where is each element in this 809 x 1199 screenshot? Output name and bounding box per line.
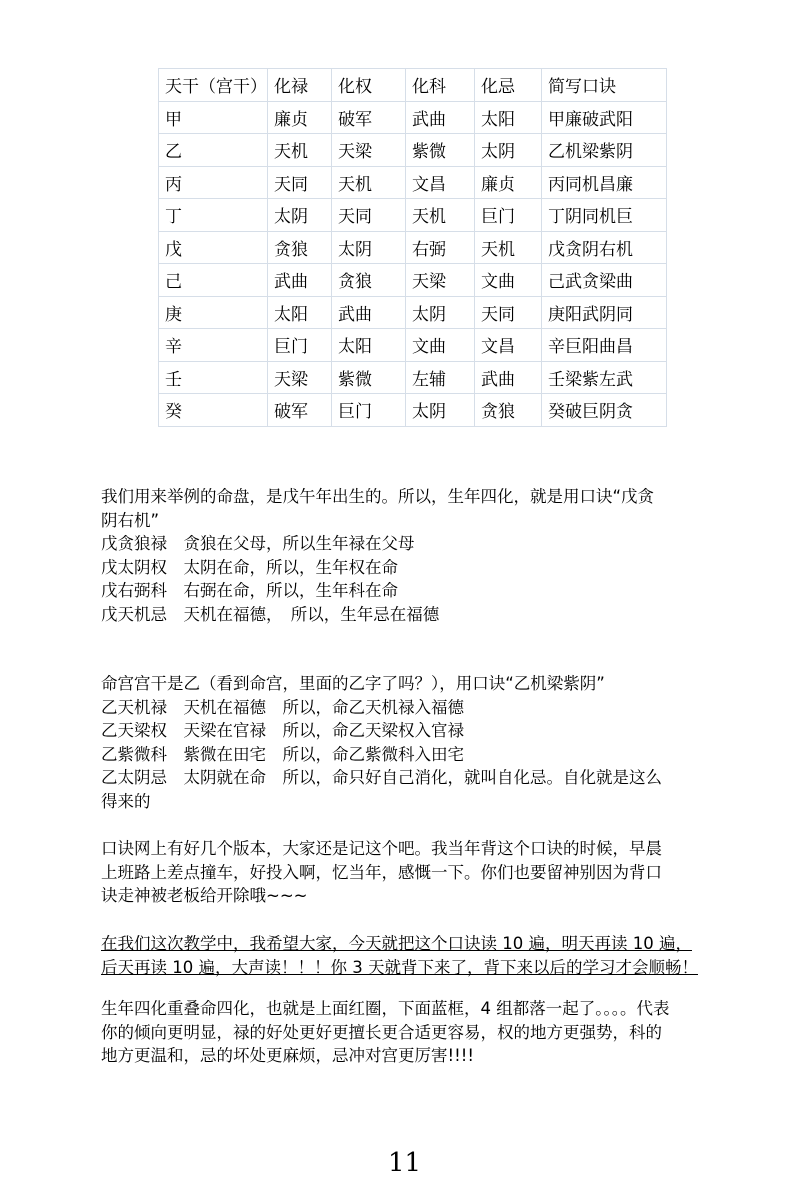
paragraph-line: 诀走神被老板给开除哦~~~ [101,886,308,905]
table-cell: 乙机梁紫阴 [542,134,667,167]
table-cell: 太阳 [332,329,406,362]
paragraph-line: 生年四化重叠命四化，也就是上面红圈，下面蓝框，4 组都落一起了。。。。代表 [101,999,670,1018]
table-cell: 甲 [159,101,268,134]
table-cell: 天机 [268,134,332,167]
paragraph-line: 戊天机忌 天机在福德， 所以，生年忌在福德 [101,604,440,624]
sihua-table [158,68,667,427]
table-cell: 太阴 [406,394,475,427]
table-cell: 壬梁紫左武 [542,361,667,394]
table-cell: 天同 [268,166,332,199]
paragraph-line: 后天再读 10 遍，大声读！！！你 3 天就背下来了，背下来以后的学习才会顺畅！ [101,957,698,977]
table-cell: 武曲 [268,264,332,297]
table-cell: 癸破巨阴贪 [542,394,667,427]
table-cell: 武曲 [332,296,406,329]
paragraph-line: 上班路上差点撞车，好投入啊，忆当年，感慨一下。你们也要留神别因为背口 [101,862,662,882]
table-cell: 紫微 [406,134,475,167]
table-row [159,361,667,394]
table-cell: 巨门 [332,394,406,427]
table-cell: 丙同机昌廉 [542,166,667,199]
birth-year-sihua-section [101,485,711,626]
table-cell: 文曲 [406,329,475,362]
table-cell: 左辅 [406,361,475,394]
header-cell: 化禄 [268,69,332,102]
paragraph-line: 戊右弼科 右弼在命，所以，生年科在命 [101,581,398,600]
study-instruction-section [101,932,711,979]
paragraph-line: 乙天机禄 天机在福德 所以，命乙天机禄入福德 [101,697,464,717]
table-cell: 庚 [159,296,268,329]
table-cell: 太阳 [268,296,332,329]
paragraph-line: 口诀网上有好几个版本，大家还是记这个吧。我当年背这个口诀的时候，早晨 [101,839,662,858]
paragraph-line: 戊太阴权 太阴在命，所以，生年权在命 [101,557,398,577]
header-cell: 简写口诀 [542,69,667,102]
table-cell: 天梁 [406,264,475,297]
header-cell: 化科 [406,69,475,102]
paragraph-line: 乙太阴忌 太阴就在命 所以，命只好自己消化，就叫自化忌。自化就是这么 [101,768,662,787]
table-cell: 辛 [159,329,268,362]
table-cell: 廉贞 [475,166,542,199]
table-cell: 太阴 [475,134,542,167]
page-number: 11 [387,1148,422,1178]
paragraph-line: 阴右机” [101,510,160,530]
table-row [159,394,667,427]
table-cell: 己 [159,264,268,297]
paragraph-line: 你的倾向更明显，禄的好处更好更擅长更合适更容易，权的地方更强势，科的 [101,1022,662,1042]
table-cell: 巨门 [475,199,542,232]
table-cell: 紫微 [332,361,406,394]
table-row [159,264,667,297]
table-row [159,101,667,134]
table-cell: 天梁 [332,134,406,167]
table-row [159,296,667,329]
paragraph-line: 戊贪狼禄 贪狼在父母，所以生年禄在父母 [101,534,415,553]
table-cell: 破军 [268,394,332,427]
table-cell: 文曲 [475,264,542,297]
paragraph-line: 乙天梁权 天梁在官禄 所以，命乙天梁权入官禄 [101,721,464,740]
table-cell: 丁 [159,199,268,232]
table-cell: 武曲 [406,101,475,134]
table-header-row [159,69,667,102]
table-row [159,231,667,264]
paragraph-line: 在我们这次教学中，我希望大家，今天就把这个口诀读 10 遍，明天再读 10 遍， [101,934,692,953]
table-cell: 太阴 [332,231,406,264]
paragraph-line: 乙紫微科 紫微在田宅 所以，命乙紫微科入田宅 [101,744,464,764]
table-cell: 太阴 [406,296,475,329]
table-cell: 天同 [475,296,542,329]
table-cell: 廉贞 [268,101,332,134]
table-row [159,329,667,362]
table-cell: 贪狼 [332,264,406,297]
table-row [159,134,667,167]
table-cell: 贪狼 [475,394,542,427]
table-cell: 巨门 [268,329,332,362]
table-cell: 天机 [332,166,406,199]
paragraph-line: 命宫宫干是乙（看到命宫，里面的乙字了吗？），用口诀“乙机梁紫阴” [101,674,605,693]
overlap-sihua-section [101,997,711,1068]
table-cell: 天机 [475,231,542,264]
table-cell: 丙 [159,166,268,199]
table-cell: 戊贪阴右机 [542,231,667,264]
table-cell: 贪狼 [268,231,332,264]
table-cell: 武曲 [475,361,542,394]
table-row [159,199,667,232]
header-cell: 化忌 [475,69,542,102]
paragraph-line: 得来的 [101,791,151,811]
table-cell: 乙 [159,134,268,167]
paragraph-line: 我们用来举例的命盘，是戊午年出生的。所以，生年四化，就是用口诀“戊贪 [101,487,655,506]
table-cell: 丁阴同机巨 [542,199,667,232]
table-row [159,166,667,199]
table-cell: 壬 [159,361,268,394]
table-cell: 破军 [332,101,406,134]
table-cell: 天梁 [268,361,332,394]
table-cell: 太阳 [475,101,542,134]
ming-gong-sihua-section [101,672,711,813]
table-cell: 天同 [332,199,406,232]
table-cell: 文昌 [475,329,542,362]
table-cell: 戊 [159,231,268,264]
table-cell: 天机 [406,199,475,232]
paragraph-line: 地方更温和，忌的坏处更麻烦，忌冲对宫更厉害!!!! [101,1046,474,1065]
table-cell: 太阴 [268,199,332,232]
table-cell: 己武贪梁曲 [542,264,667,297]
table-cell: 辛巨阳曲昌 [542,329,667,362]
table-cell: 甲廉破武阳 [542,101,667,134]
table-cell: 右弼 [406,231,475,264]
header-cell: 化权 [332,69,406,102]
table-cell: 庚阳武阴同 [542,296,667,329]
table-cell: 文昌 [406,166,475,199]
table-cell: 癸 [159,394,268,427]
header-cell: 天干（宫干） [159,69,268,102]
mnemonic-note-section [101,837,711,908]
